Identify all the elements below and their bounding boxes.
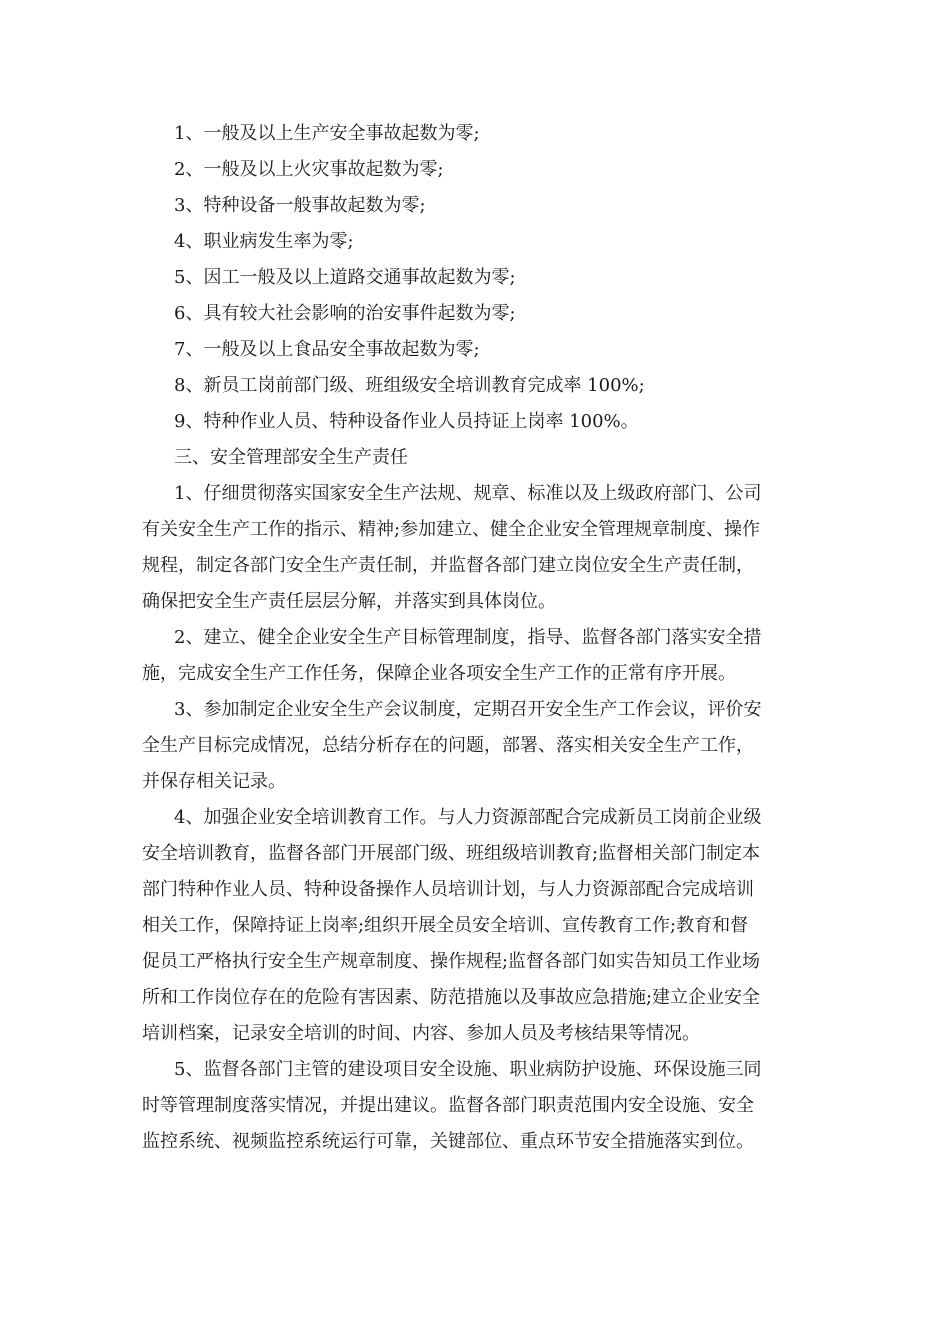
target-item-1: 1、一般及以上生产安全事故起数为零; (174, 123, 480, 144)
paragraph-line: 促员工严格执行安全生产规章制度、操作规程;监督各部门如实告知员工作业场 (142, 951, 761, 972)
target-item-5: 5、因工一般及以上道路交通事故起数为零; (174, 267, 516, 288)
paragraph-line: 规程，制定各部门安全生产责任制，并监督各部门建立岗位安全生产责任制， (142, 555, 754, 576)
paragraph-line: 3、参加制定企业安全生产会议制度，定期召开安全生产工作会议，评价安 (174, 699, 762, 720)
paragraph-line: 所和工作岗位存在的危险有害因素、防范措施以及事故应急措施;建立企业安全 (142, 987, 761, 1008)
responsibility-paragraphs (142, 476, 806, 1160)
paragraph-line: 5、监督各部门主管的建设项目安全设施、职业病防护设施、环保设施三同 (174, 1059, 762, 1080)
paragraph-line: 有关安全生产工作的指示、精神;参加建立、健全企业安全管理规章制度、操作 (142, 519, 761, 540)
responsibility-paragraph-5 (142, 1052, 806, 1160)
paragraph-line: 2、建立、健全企业安全生产目标管理制度，指导、监督各部门落实安全措 (174, 627, 762, 648)
target-item-8: 8、新员工岗前部门级、班组级安全培训教育完成率 100%; (174, 375, 645, 396)
target-item-9: 9、特种作业人员、特种设备作业人员持证上岗率 100%。 (174, 411, 639, 432)
paragraph-line: 时等管理制度落实情况，并提出建议。监督各部门职责范围内安全设施、安全 (142, 1095, 754, 1116)
paragraph-line: 4、加强企业安全培训教育工作。与人力资源部配合完成新员工岗前企业级 (174, 807, 762, 828)
target-item-4: 4、职业病发生率为零; (174, 231, 354, 252)
paragraph-line: 施，完成安全生产工作任务，保障企业各项安全生产工作的正常有序开展。 (142, 663, 736, 684)
target-item-7: 7、一般及以上食品安全事故起数为零; (174, 339, 480, 360)
paragraph-line: 部门特种作业人员、特种设备操作人员培训计划，与人力资源部配合完成培训 (142, 879, 754, 900)
paragraph-line: 确保把安全生产责任层层分解，并落实到具体岗位。 (142, 591, 556, 612)
paragraph-line: 并保存相关记录。 (142, 771, 286, 792)
paragraph-line: 安全培训教育，监督各部门开展部门级、班组级培训教育;监督相关部门制定本 (142, 843, 761, 864)
target-item-3: 3、特种设备一般事故起数为零; (174, 195, 426, 216)
target-item-2: 2、一般及以上火灾事故起数为零; (174, 159, 444, 180)
paragraph-line: 相关工作，保障持证上岗率;组织开展全员安全培训、宣传教育工作;教育和督 (142, 915, 749, 936)
target-item-6: 6、具有较大社会影响的治安事件起数为零; (174, 303, 516, 324)
responsibility-paragraph-4 (142, 800, 806, 1052)
document-page (142, 116, 806, 1160)
paragraph-line: 1、仔细贯彻落实国家安全生产法规、规章、标准以及上级政府部门、公司 (174, 483, 762, 504)
paragraph-line: 培训档案，记录安全培训的时间、内容、参加人员及考核结果等情况。 (142, 1023, 700, 1044)
paragraph-line: 全生产目标完成情况，总结分析存在的问题，部署、落实相关安全生产工作， (142, 735, 754, 756)
section-heading: 三、安全管理部安全生产责任 (174, 447, 408, 468)
responsibility-paragraph-1 (142, 476, 806, 620)
responsibility-paragraph-3 (142, 692, 806, 800)
responsibility-paragraph-2 (142, 620, 806, 692)
paragraph-line: 监控系统、视频监控系统运行可靠，关键部位、重点环节安全措施落实到位。 (142, 1131, 754, 1152)
